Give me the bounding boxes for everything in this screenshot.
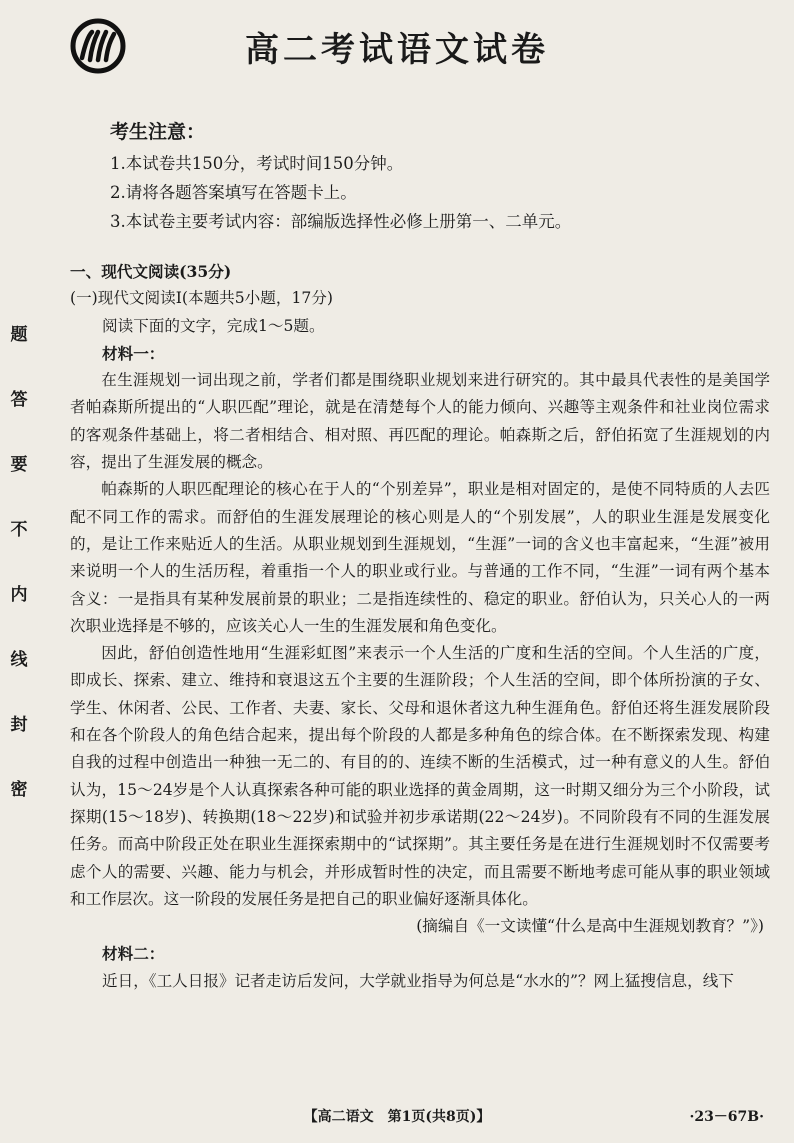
margin-char: 内: [10, 585, 28, 605]
margin-char: 答: [10, 390, 28, 410]
material-one-label: 材料一：: [102, 343, 165, 363]
margin-char: 密: [10, 780, 28, 800]
footer-page-info: 【高二语文 第1页(共8页)】: [303, 1109, 491, 1125]
notice-item: 3.本试卷主要考试内容：部编版选择性必修上册第一、二单元。: [110, 212, 572, 231]
section-title: 一、现代文阅读(35分): [70, 262, 232, 281]
paragraph-text: 在生涯规划一词出现之前，学者们都是围绕职业规划来进行研究的。其中最具代表性的是美国学者帕森斯所提出的“人职匹配”理论，就是在清楚每个人的能力倾向、兴趣等主观条件和社业岗位需求的客观条件基础上，将二者相结合、相对照、再匹配的理论。帕森斯之后，舒伯拓宽了生涯规划的内容，提出了生涯发展的概念。: [70, 371, 770, 472]
footer-code: ·23－67B·: [689, 1109, 764, 1125]
material-two-first-line: 近日，《工人日报》记者走访后发问，大学就业指导为何总是“水水的”？网上猛搜信息，线下: [102, 971, 734, 990]
paragraph-text: 因此，舒伯创造性地用“生涯彩虹图”来表示一个人生活的广度和生活的空间。个人生活的广度，即成长、探索、建立、维持和衰退这五个主要的生涯阶段；个人生活的空间，即个体所扮演的子女、学生、休闲者、公民、工作者、夫妻、家长、父母和退休者这九种生涯角色。舒伯还将生涯发展阶段和在各个阶段人的角色结合起来，提出每个阶段的人都是多种角色的综合体。在不断探索发现、构建自我的过程中创造出一种独一无二的、有目的的、连续不断的生活模式，过一种有意义的人生。舒伯认为，15～24岁是个人认真探索各种可能的职业选择的黄金周期，这一时期又细分为三个小阶段，试探期(15～18岁)、转换期(18～22岁)和试验并初步承诺期(22～24岁)。不同阶段有不同的生涯发展任务。而高中阶段正处在职业生涯探索期中的“试探期”。其主要任务是在进行生涯规划时不仅需要考虑个人的需要、兴趣、能力与机会，并形成暂时性的决定，而且需要不断地考虑可能从事的职业领域和工作层次。这一阶段的发展任务是把自己的职业偏好逐渐具体化。: [70, 644, 770, 908]
candidate-notice: [110, 118, 571, 236]
binding-margin-notice: [6, 320, 32, 800]
material-one-paragraph: [70, 367, 770, 476]
margin-char: 线: [10, 650, 28, 670]
margin-char: 要: [10, 455, 28, 475]
exam-title: 高二考试语文试卷: [245, 30, 549, 70]
margin-char: 题: [10, 325, 28, 345]
margin-char: 封: [10, 715, 28, 735]
notice-item: 2.请将各题答案填写在答题卡上。: [110, 183, 357, 202]
notice-item: 1.本试卷共150分，考试时间150分钟。: [110, 154, 404, 173]
material-one-paragraph: [70, 476, 770, 640]
paragraph-text: 帕森斯的人职匹配理论的核心在于人的“个别差异”，职业是相对固定的，是使不同特质的人去匹配不同工作的需求。而舒伯的生涯发展理论的核心则是人的“个别发展”，人的职业生涯是发展变化的，是让工作来贴近人的生活。从职业规划到生涯规划，“生涯”一词的含义也丰富起来，“生涯”被用来说明一个人的生活历程，着重指一个人的职业或行业。与普通的工作不同，“生涯”一词有两个基本含义：一是指具有某种发展前景的职业；二是指连续性的、稳定的职业。舒伯认为，只关心人的一两次职业选择是不够的，应该关心人一生的生涯发展和角色变化。: [70, 480, 770, 635]
margin-char: 不: [10, 520, 28, 540]
exam-body: [70, 258, 770, 995]
material-one-source: (摘编自《一文读懂“什么是高中生涯规划教育？”》): [416, 917, 764, 936]
subsection-title: (一)现代文阅读Ⅰ(本题共5小题，17分): [70, 289, 333, 308]
material-two-label: 材料二：: [102, 944, 165, 964]
reading-instruction: 阅读下面的文字，完成1～5题。: [102, 316, 325, 335]
material-one-paragraph: [70, 640, 770, 913]
notice-heading: 考生注意：: [110, 121, 206, 143]
